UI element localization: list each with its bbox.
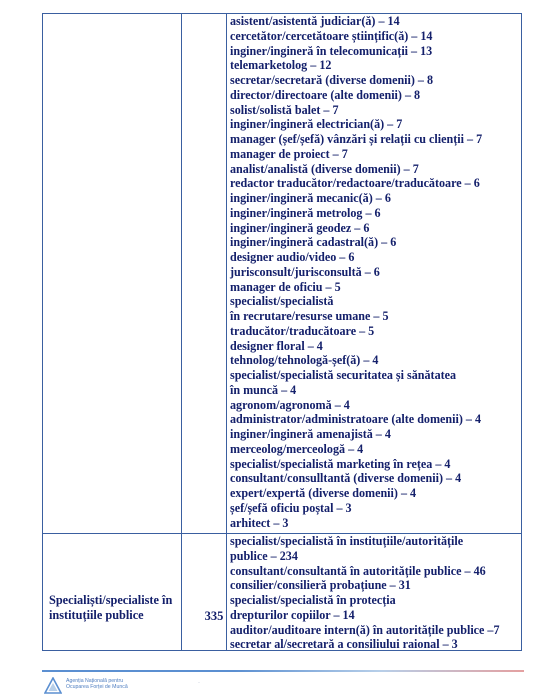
occupation-item: consultant/consultantă în autoritățile publice – 46: [230, 563, 486, 578]
occupation-item: secretar al/secretară a consiliului raional – 3: [230, 637, 458, 652]
occupation-item: specialist/specialistă în protecția: [230, 593, 396, 607]
occupation-item: consultant/consulltantă (diverse domenii) – 4: [230, 471, 462, 486]
occupation-item: drepturilor copiilor – 14: [230, 607, 355, 622]
column-divider-2: [226, 14, 227, 650]
occupation-item: agronom/agronomă – 4: [230, 397, 350, 412]
agency-name-line-1: Agenția Națională pentru: [66, 678, 124, 684]
occupation-item: designer floral – 4: [230, 338, 323, 353]
occupations-table: [42, 13, 522, 651]
occupation-item: specialist/specialistă: [230, 294, 334, 309]
occupation-item: inginer/ingineră mecanic(ă) – 6: [230, 191, 391, 205]
occupation-item: secretar/secretară (diverse domenii) – 8: [230, 73, 434, 87]
occupation-item: inginer/ingineră cadastral(ă) – 6: [230, 235, 397, 250]
occupation-item: administrator/administratoare (alte domenii) – 4: [230, 412, 482, 427]
occupation-item: auditor/auditoare intern(ă) în autoritățile publice –7: [230, 622, 500, 637]
occupation-item: manager (șef/șefă) vânzări și relații cu clienții – 7: [230, 132, 483, 146]
occupation-item: traducător/traducătoare – 5: [230, 323, 375, 338]
occupation-item: merceolog/merceologă – 4: [230, 441, 364, 456]
occupation-item: redactor traducător/redactoare/traducătoare – 6: [230, 176, 480, 191]
occupation-item: manager de proiect – 7: [230, 146, 348, 161]
occupation-item: specialist/specialistă în instituțiile/autoritățile: [230, 534, 464, 548]
column-divider-1: [181, 14, 182, 650]
occupation-item: asistent/asistentă judiciar(ă) – 14: [230, 14, 400, 28]
row-1-occupation-list: [230, 14, 482, 530]
occupation-item: inginer/ingineră în telecomunicații – 13: [230, 43, 433, 58]
occupation-item: inginer/ingineră electrician(ă) – 7: [230, 117, 403, 132]
agency-logo-icon: [44, 677, 62, 695]
occupation-item: cercetător/cercetătoare științific(ă) – 14: [230, 28, 433, 43]
occupation-item: tehnolog/tehnologă-șef(ă) – 4: [230, 353, 379, 368]
row-2-category: Specialiști/specialiste în instituțiile publice: [49, 593, 173, 622]
occupation-item: manager de oficiu – 5: [230, 279, 341, 294]
occupation-item: inginer/ingineră amenajistă – 4: [230, 427, 391, 441]
occupation-item: designer audio/video – 6: [230, 250, 355, 264]
occupation-item: telemarketolog – 12: [230, 58, 332, 73]
occupation-item: solist/solistă balet – 7: [230, 102, 339, 117]
occupation-item: expert/expertă (diverse domenii) – 4: [230, 486, 417, 500]
agency-name-line-2: Ocuparea Forței de Muncă: [66, 684, 128, 691]
occupation-item: consilier/consilieră probațiune – 31: [230, 578, 411, 593]
occupation-item: publice – 234: [230, 548, 298, 563]
row-2-occupation-list: [230, 534, 500, 652]
occupation-item: în muncă – 4: [230, 382, 297, 397]
occupation-item: arhitect – 3: [230, 515, 289, 530]
agency-name: [66, 678, 128, 691]
occupation-item: în recrutare/resurse umane – 5: [230, 309, 389, 323]
occupation-item: specialist/specialistă marketing în rețea – 4: [230, 456, 451, 471]
occupation-item: inginer/ingineră metrolog – 6: [230, 205, 381, 220]
occupation-item: jurisconsult/jurisconsultă – 6: [230, 264, 380, 279]
occupation-item: director/directoare (alte domenii) – 8: [230, 87, 421, 102]
row-2-count: 335: [204, 609, 224, 623]
footer-rule: [42, 670, 524, 672]
footer-dot: ·: [198, 680, 200, 686]
occupation-item: șef/șefă oficiu poștal – 3: [230, 500, 352, 515]
occupation-item: inginer/ingineră geodez – 6: [230, 220, 370, 235]
occupation-item: analist/analistă (diverse domenii) – 7: [230, 161, 419, 176]
occupation-item: specialist/specialistă securitatea și sănătatea: [230, 368, 457, 382]
